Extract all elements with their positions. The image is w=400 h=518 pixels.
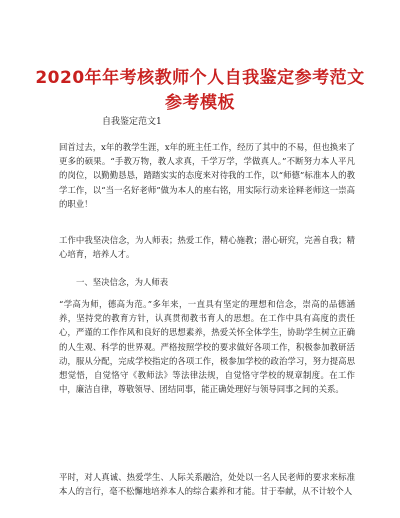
document-title-continued: 参考模板 bbox=[165, 93, 235, 113]
section-subtitle: 自我鉴定范文1 bbox=[102, 117, 162, 127]
paragraph-intro: 回首过去，x年的教学生涯，x年的班主任工作，经历了其中的不易，但也换来了更多的硕果。“手教万物，教人求真，千学万学，学做真人。”不断努力本人平凡的岗位，以勤勤恳恳，踏踏实实的态度来对待我的工作，以“师德”标准本人的教学工作，以“当一名好老师”做为本人的座右铭，用实际行动来诠释老师这一崇高的职业！ bbox=[59, 142, 355, 209]
paragraph-summary: 工作中我坚决信念，为人师表；热爱工作，精心施教；潜心研究，完善自我；精心培育，培养人才。 bbox=[59, 235, 355, 260]
paragraph-body: “学高为师，德高为范。”多年来，一直具有坚定的理想和信念，崇高的品德涵养，坚持党的教育方针，认真贯彻教书育人的思想。在工作中具有高度的责任心，严谨的工作作风和良好的思想素养，热爱关怀全体学生，协助学生树立正确的人生观、科学的世界观。严格按照学校的要求做好各项工作，积极参加教研活动，服从分配，完成学校指定的各项工作，极参加学校的政治学习，努力提高思想觉悟，自觉恪守《教师法》等法律法规，自觉恪守学校的规章制度。在工作中，廉洁自律，尊敬领导、团结同事，能正确处理好与领导同事之间的关系。 bbox=[59, 299, 355, 395]
paragraph-continued: 平时，对人真诚、热爱学生、人际关系融洽，处处以一名人民老师的要求来标准本人的言行，毫不松懈地培养本人的综合素养和才能。甘于奉献，从不计较个人 bbox=[59, 472, 355, 497]
section-heading: 一、坚决信念，为人师表 bbox=[76, 277, 169, 287]
document-title: 2020年年考核教师个人自我鉴定参考范文 bbox=[35, 68, 365, 88]
